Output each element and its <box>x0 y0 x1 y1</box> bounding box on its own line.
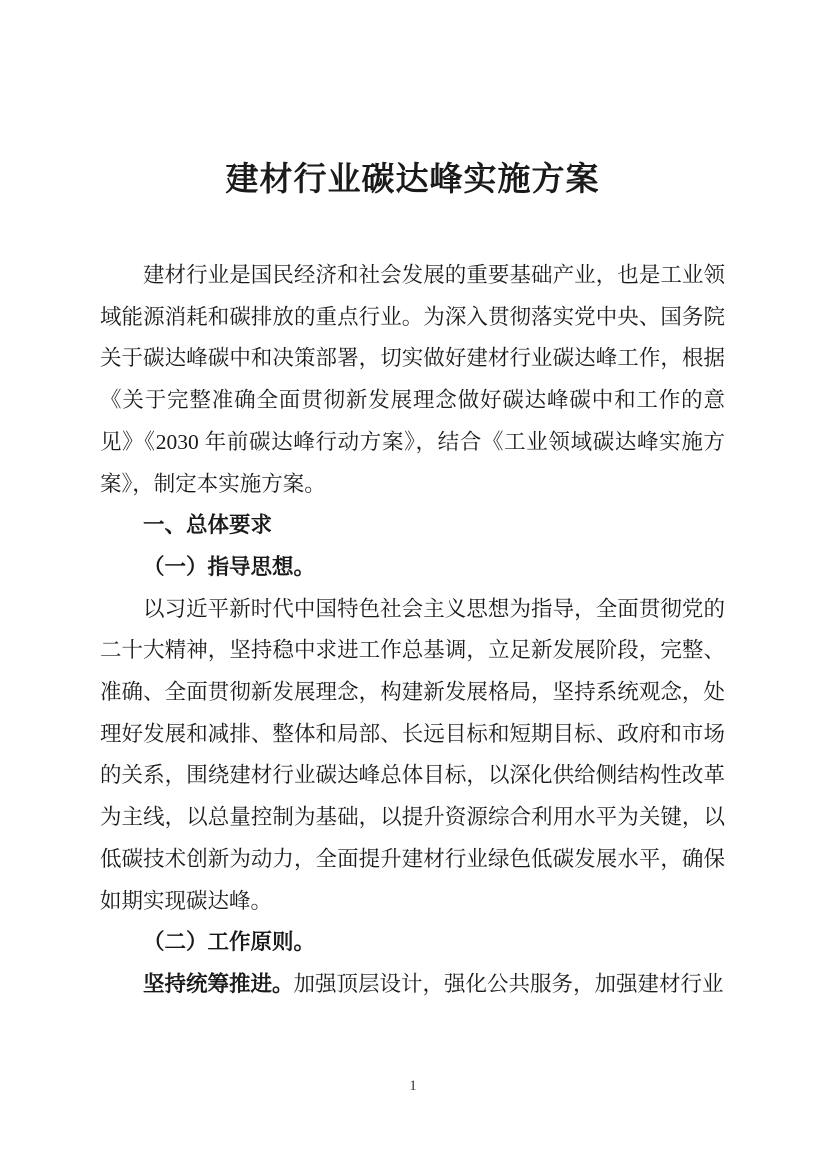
document-title: 建材行业碳达峰实施方案 <box>225 162 600 198</box>
intro-paragraph: 建材行业是国民经济和社会发展的重要基础产业，也是工业领域能源消耗和碳排放的重点行业。为深入贯彻落实党中央、国务院关于碳达峰碳中和决策部署，切实做好建材行业碳达峰工作，根据《关于完整准确全面贯彻新发展理念做好碳达峰碳中和工作的意见》《2030 年前碳达峰行动方案》，结合《工业领域碳达峰实施方案》，制定本实施方案。 <box>100 263 725 496</box>
guiding-ideology-paragraph: 以习近平新时代中国特色社会主义思想为指导，全面贯彻党的二十大精神，坚持稳中求进工作总基调，立足新发展阶段，完整、准确、全面贯彻新发展理念，构建新发展格局，坚持系统观念，处理好发展和减排、整体和局部、长远目标和短期目标、政府和市场的关系，围绕建材行业碳达峰总体目标，以深化供给侧结构性改革为主线，以总量控制为基础，以提升资源综合利用水平为关键，以低碳技术创新为动力，全面提升建材行业绿色低碳发展水平，确保如期实现碳达峰。 <box>100 596 725 913</box>
page-number: 1 <box>409 1078 417 1094</box>
work-principles-paragraph <box>100 964 725 1006</box>
subsection-heading-work-principles: （二）工作原则。 <box>143 930 316 955</box>
lead-emphasis: 坚持统筹推进。 <box>143 971 294 996</box>
work-principles-text: 加强顶层设计，强化公共服务，加强建材行业 <box>293 971 724 996</box>
document-content <box>100 160 725 1006</box>
subsection-heading-guiding-ideology: （一）指导思想。 <box>143 554 316 579</box>
section-heading-overall-requirements: 一、总体要求 <box>143 513 273 538</box>
